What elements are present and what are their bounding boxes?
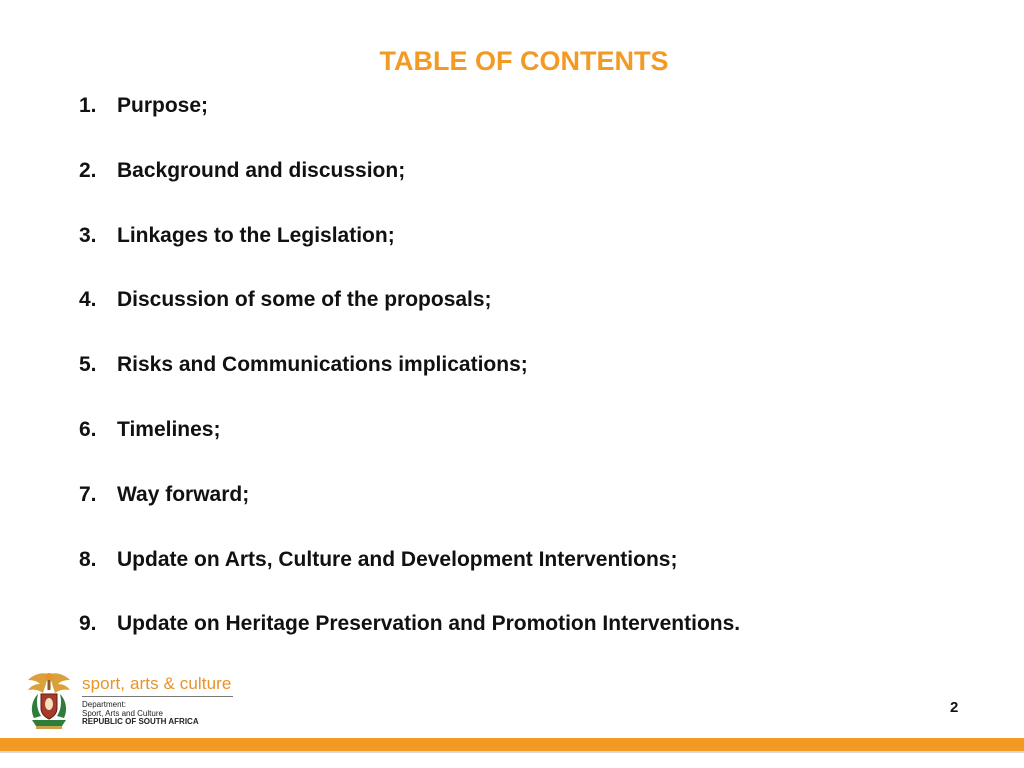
toc-item bbox=[79, 158, 740, 223]
slide-title: TABLE OF CONTENTS bbox=[379, 46, 669, 76]
toc-item-number: 2. bbox=[79, 158, 97, 182]
toc-list bbox=[79, 93, 740, 676]
toc-item bbox=[79, 611, 740, 676]
toc-item bbox=[79, 482, 740, 547]
footer-accent-bar bbox=[0, 738, 1024, 751]
toc-item-number: 9. bbox=[79, 612, 97, 636]
brand-department-label: Department: bbox=[82, 700, 127, 709]
toc-item-number: 5. bbox=[79, 353, 97, 377]
footer-shadow-line bbox=[0, 751, 1024, 753]
toc-item-number: 8. bbox=[79, 547, 97, 571]
toc-item bbox=[79, 287, 740, 352]
toc-item-number: 3. bbox=[79, 223, 97, 247]
toc-item-number: 4. bbox=[79, 288, 97, 312]
toc-item-text: Discussion of some of the proposals; bbox=[117, 288, 492, 312]
toc-item bbox=[79, 352, 740, 417]
brand-name: sport, arts & culture bbox=[82, 674, 232, 693]
brand-department-name: Sport, Arts and Culture bbox=[82, 709, 163, 718]
toc-item-text: Update on Arts, Culture and Development Interventions; bbox=[117, 547, 678, 571]
toc-item-text: Risks and Communications implications; bbox=[117, 353, 528, 377]
page-number: 2 bbox=[950, 699, 959, 716]
toc-item-number: 6. bbox=[79, 417, 97, 441]
toc-item bbox=[79, 547, 740, 612]
brand-country: REPUBLIC OF SOUTH AFRICA bbox=[82, 717, 199, 726]
toc-item-number: 1. bbox=[79, 94, 97, 117]
toc-item-text: Way forward; bbox=[117, 482, 250, 506]
toc-item-text: Update on Heritage Preservation and Promotion Interventions. bbox=[117, 612, 741, 636]
coat-of-arms-icon bbox=[24, 668, 74, 732]
department-logo bbox=[24, 668, 244, 732]
toc-item-text: Background and discussion; bbox=[117, 158, 406, 182]
toc-item-text: Linkages to the Legislation; bbox=[117, 223, 395, 247]
toc-item bbox=[79, 417, 740, 482]
toc-item bbox=[79, 223, 740, 288]
toc-item bbox=[79, 93, 740, 158]
toc-item-text: Purpose; bbox=[117, 94, 209, 117]
toc-item-text: Timelines; bbox=[117, 417, 221, 441]
brand-divider bbox=[82, 696, 233, 697]
toc-item-number: 7. bbox=[79, 482, 97, 506]
